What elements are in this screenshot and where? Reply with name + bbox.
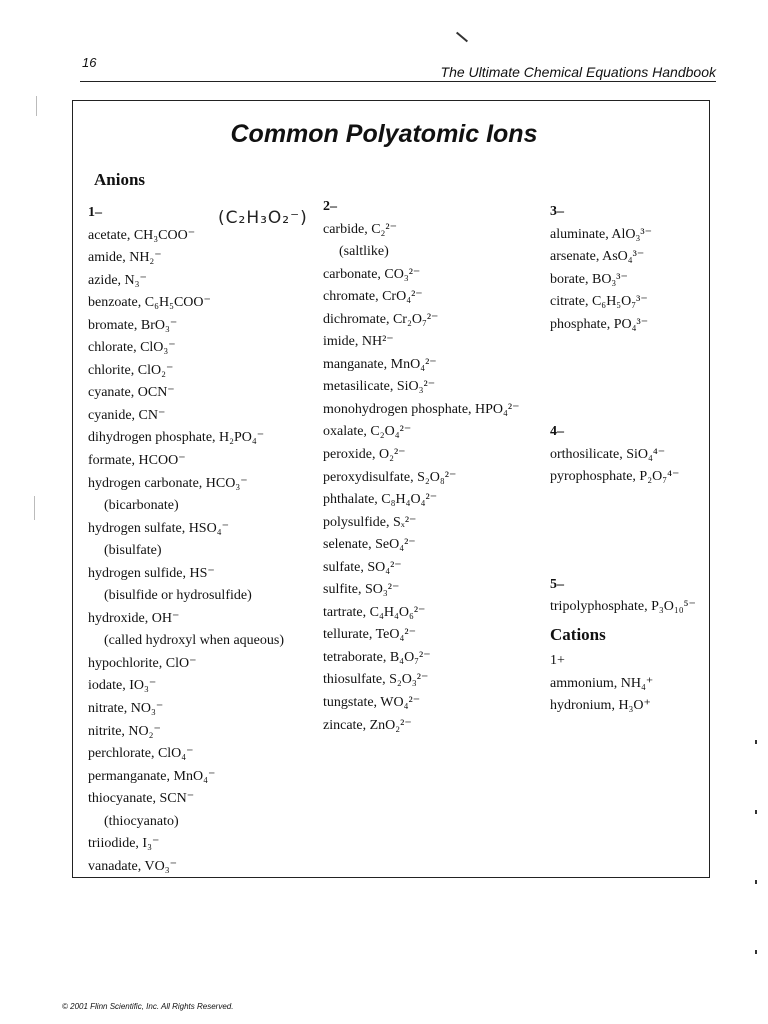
ion-entry: peroxydisulfate, S₂O₈²⁻ (323, 469, 457, 485)
ion-entry: (bisulfate) (104, 543, 162, 559)
ion-entry: iodate, IO₃⁻ (88, 678, 157, 694)
scan-mark (755, 950, 757, 954)
anions-3-4-5-column (550, 201, 696, 619)
ion-entry: arsenate, AsO₄³⁻ (550, 249, 645, 265)
scan-mark (456, 32, 468, 43)
ion-entry: bromate, BrO₃⁻ (88, 317, 178, 333)
ion-entry: metasilicate, SiO₃²⁻ (323, 379, 436, 395)
ion-entry: manganate, MnO₄²⁻ (323, 356, 437, 372)
ion-entry: hydrogen sulfide, HS⁻ (88, 565, 215, 581)
ion-entry: hydrogen carbonate, HCO₃⁻ (88, 475, 248, 491)
ion-entry: formate, HCOO⁻ (88, 453, 186, 469)
ion-entry: thiosulfate, S₂O₃²⁻ (323, 672, 429, 688)
ion-entry: dichromate, Cr₂O₇²⁻ (323, 311, 439, 327)
ion-entry: tungstate, WO₄²⁻ (323, 695, 421, 711)
ion-entry: cyanide, CN⁻ (88, 407, 166, 423)
ion-entry: borate, BO₃³⁻ (550, 271, 628, 287)
ion-entry: zincate, ZnO₂²⁻ (323, 717, 412, 733)
ion-entry: 1+ (550, 653, 565, 668)
ion-entry: tellurate, TeO₄²⁻ (323, 627, 416, 643)
ion-entry: acetate, CH₃COO⁻ (88, 227, 196, 243)
ion-entry: carbide, C₂²⁻ (323, 221, 397, 237)
ion-entry: dihydrogen phosphate, H₂PO₄⁻ (88, 430, 265, 446)
ion-entry: hydroxide, OH⁻ (88, 610, 180, 626)
ion-entry: imide, NH²⁻ (323, 334, 394, 350)
ion-entry: citrate, C₆H₅O₇³⁻ (550, 294, 648, 310)
anions-2-column (323, 196, 520, 737)
ion-entry: tripolyphosphate, P₃O₁₀⁵⁻ (550, 599, 696, 615)
handwritten-note: (C₂H₃O₂⁻) (218, 208, 308, 228)
ion-entry: permanganate, MnO₄⁻ (88, 768, 216, 784)
ion-entry: hydronium, H₃O⁺ (550, 698, 651, 714)
ion-entry: chlorite, ClO₂⁻ (88, 362, 174, 378)
ion-entry: hydrogen sulfate, HSO₄⁻ (88, 520, 229, 536)
ion-entry: (bisulfide or hydrosulfide) (104, 588, 252, 604)
ion-entry: tartrate, C₄H₄O₆²⁻ (323, 604, 426, 620)
section-gap (550, 489, 696, 574)
ion-entry: pyrophosphate, P₂O₇⁴⁻ (550, 469, 680, 485)
ion-entry: chromate, CrO₄²⁻ (323, 289, 423, 305)
ion-entry: (called hydroxyl when aqueous) (104, 633, 284, 649)
ion-entry: thiocyanate, SCN⁻ (88, 791, 195, 807)
ion-entry: hypochlorite, ClO⁻ (88, 655, 197, 671)
ion-entry: vanadate, VO₃⁻ (88, 858, 177, 874)
ion-entry: orthosilicate, SiO₄⁴⁻ (550, 446, 666, 462)
ion-entry: sulfate, SO₄²⁻ (323, 559, 402, 575)
scan-mark (755, 740, 757, 744)
ion-entry: benzoate, C₆H₅COO⁻ (88, 295, 211, 311)
ion-entry: nitrite, NO₂⁻ (88, 723, 161, 739)
ion-entry: (bicarbonate) (104, 498, 179, 514)
scan-mark (34, 496, 35, 520)
charge-heading: 1– (88, 205, 102, 220)
ion-entry: carbonate, CO₃²⁻ (323, 266, 421, 282)
ion-entry: phthalate, C₈H₄O₄²⁻ (323, 492, 438, 508)
anions-1-column (88, 202, 284, 878)
cations-column (550, 650, 653, 718)
ion-entry: oxalate, C₂O₄²⁻ (323, 424, 412, 440)
page-title: Common Polyatomic Ions (230, 120, 538, 148)
ion-entry: triiodide, I₃⁻ (88, 836, 160, 852)
ion-entry: amide, NH₂⁻ (88, 250, 162, 266)
ion-entry: chlorate, ClO₃⁻ (88, 340, 176, 356)
ion-entry: cyanate, OCN⁻ (88, 385, 175, 401)
page-number: 16 (82, 55, 97, 70)
header-rule (80, 81, 716, 82)
charge-heading: 5– (550, 576, 564, 592)
ion-entry: ammonium, NH₄⁺ (550, 675, 654, 691)
ion-entry: tetraborate, B₄O₇²⁻ (323, 649, 431, 665)
ion-entry: nitrate, NO₃⁻ (88, 701, 164, 717)
scan-mark (755, 880, 757, 884)
ion-entry: sulfite, SO₃²⁻ (323, 582, 400, 598)
ion-entry: polysulfide, Sₓ²⁻ (323, 514, 417, 530)
ion-entry: (saltlike) (339, 244, 389, 260)
ion-entry: (thiocyanato) (104, 813, 179, 829)
ion-entry: peroxide, O₂²⁻ (323, 447, 406, 463)
book-title: The Ultimate Chemical Equations Handbook (440, 64, 716, 80)
copyright-footer: © 2001 Flinn Scientific, Inc. All Rights Reserved. (62, 1002, 234, 1011)
ion-entry: selenate, SeO₄²⁻ (323, 537, 416, 553)
ion-entry: azide, N₃⁻ (88, 272, 147, 288)
ion-entry: monohydrogen phosphate, HPO₄²⁻ (323, 401, 520, 417)
charge-heading: 2– (323, 199, 337, 214)
scan-mark (755, 810, 757, 814)
ion-entry: perchlorate, ClO₄⁻ (88, 746, 194, 762)
ion-entry: aluminate, AlO₃³⁻ (550, 226, 653, 242)
cations-heading: Cations (550, 625, 606, 644)
ion-entry: phosphate, PO₄³⁻ (550, 316, 649, 332)
anions-heading: Anions (94, 170, 146, 189)
charge-heading: 4– (550, 424, 564, 440)
section-gap (550, 336, 696, 421)
scan-mark (36, 96, 37, 116)
charge-heading: 3– (550, 204, 564, 219)
